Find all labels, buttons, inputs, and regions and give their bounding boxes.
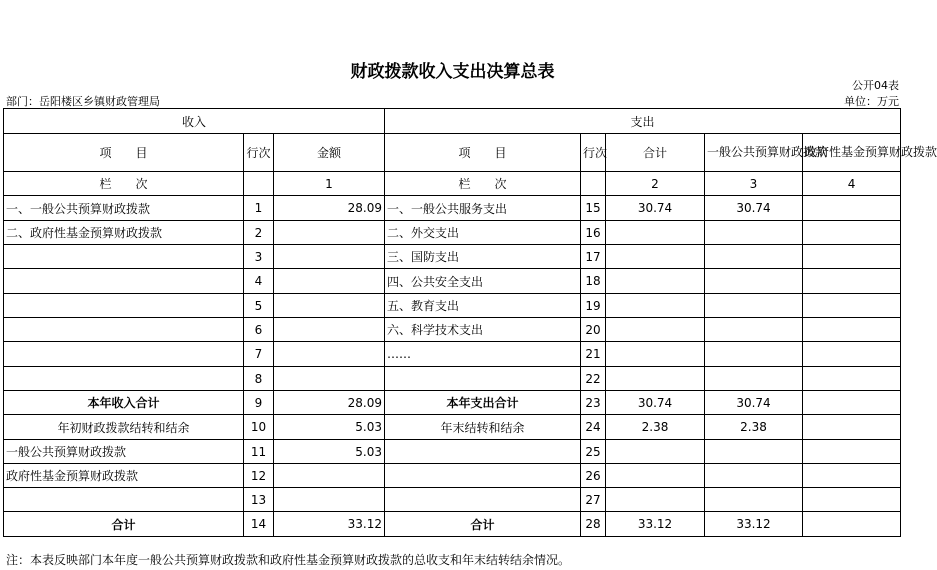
general-budget-amount: [705, 367, 803, 391]
general-budget-header: 一般公共预算财政拨款: [705, 134, 803, 172]
expense-item: 六、科学技术支出: [385, 318, 581, 342]
table-row: [4, 221, 901, 245]
table-row: [4, 415, 901, 440]
column-number-3: 3: [705, 172, 803, 196]
expense-row-number: 26: [581, 464, 606, 488]
income-row-number: 10: [244, 415, 274, 440]
expense-item: [385, 464, 581, 488]
expense-item: 本年支出合计: [385, 391, 581, 415]
income-amount: [274, 464, 385, 488]
income-item: 政府性基金预算财政拨款: [4, 464, 244, 488]
income-row-number: 9: [244, 391, 274, 415]
expense-total: 30.74: [606, 196, 705, 221]
income-item: 合计: [4, 512, 244, 537]
income-item: 二、政府性基金预算财政拨款: [4, 221, 244, 245]
expense-total: [606, 440, 705, 464]
income-item: [4, 488, 244, 512]
income-amount: [274, 269, 385, 294]
income-column-label: 栏 次: [4, 172, 244, 196]
fund-budget-amount: [803, 196, 901, 221]
general-budget-amount: 2.38: [705, 415, 803, 440]
income-item: [4, 269, 244, 294]
general-budget-amount: [705, 342, 803, 367]
income-row-number: 11: [244, 440, 274, 464]
expense-row-number: 17: [581, 245, 606, 269]
fund-budget-amount: [803, 318, 901, 342]
table-row: [4, 196, 901, 221]
expense-total: [606, 221, 705, 245]
expense-item: 一、一般公共服务支出: [385, 196, 581, 221]
form-code: 公开04表: [852, 79, 899, 92]
expense-total: [606, 318, 705, 342]
fund-budget-amount: [803, 245, 901, 269]
expense-total: [606, 367, 705, 391]
unit-label: 单位：万元: [844, 95, 899, 108]
table-row: [4, 342, 901, 367]
fund-budget-amount: [803, 512, 901, 537]
income-amount: [274, 245, 385, 269]
expense-total: [606, 488, 705, 512]
expense-item: [385, 367, 581, 391]
section-header-row: [4, 109, 901, 134]
column-number-1: 1: [274, 172, 385, 196]
expense-item-header: 项 目: [385, 134, 581, 172]
income-item: [4, 245, 244, 269]
table-row: [4, 269, 901, 294]
fund-budget-amount: [803, 391, 901, 415]
general-budget-amount: [705, 488, 803, 512]
income-row-number: 5: [244, 294, 274, 318]
expense-item: [385, 440, 581, 464]
expense-column-label: 栏 次: [385, 172, 581, 196]
expense-section-header: 支出: [385, 109, 901, 134]
income-amount: [274, 294, 385, 318]
expense-item: 五、教育支出: [385, 294, 581, 318]
expense-item: 四、公共安全支出: [385, 269, 581, 294]
expense-row-number: 20: [581, 318, 606, 342]
income-section-header: 收入: [4, 109, 385, 134]
table-row: [4, 245, 901, 269]
income-amount: 33.12: [274, 512, 385, 537]
income-item: 一般公共预算财政拨款: [4, 440, 244, 464]
income-amount-header: 金额: [274, 134, 385, 172]
expense-item: ……: [385, 342, 581, 367]
expense-row-number: 22: [581, 367, 606, 391]
table-body: [4, 196, 901, 537]
expense-row-number: 15: [581, 196, 606, 221]
income-row-number: 12: [244, 464, 274, 488]
blank-cell: [244, 172, 274, 196]
expense-row-number: 27: [581, 488, 606, 512]
income-item-header: 项 目: [4, 134, 244, 172]
column-number-2: 2: [606, 172, 705, 196]
general-budget-amount: 30.74: [705, 391, 803, 415]
income-item: [4, 342, 244, 367]
fund-budget-amount: [803, 294, 901, 318]
expense-row-number: 19: [581, 294, 606, 318]
footnote: 注：本表反映部门本年度一般公共预算财政拨款和政府性基金预算财政拨款的总收支和年末结转结余情况。: [6, 553, 571, 567]
income-item: 一、一般公共预算财政拨款: [4, 196, 244, 221]
page-title: 财政拨款收入支出决算总表: [350, 62, 555, 82]
expense-row-number: 28: [581, 512, 606, 537]
income-item: 年初财政拨款结转和结余: [4, 415, 244, 440]
income-amount: 5.03: [274, 440, 385, 464]
expense-row-number: 21: [581, 342, 606, 367]
income-amount: [274, 221, 385, 245]
expense-total: 33.12: [606, 512, 705, 537]
table-row: [4, 318, 901, 342]
income-amount: 28.09: [274, 391, 385, 415]
general-budget-amount: [705, 245, 803, 269]
fund-budget-amount: [803, 367, 901, 391]
income-row-number: 14: [244, 512, 274, 537]
expense-row-number: 25: [581, 440, 606, 464]
expense-total: [606, 464, 705, 488]
fund-budget-amount: [803, 440, 901, 464]
column-number-4: 4: [803, 172, 901, 196]
expense-total: 2.38: [606, 415, 705, 440]
income-row-number: 6: [244, 318, 274, 342]
general-budget-amount: [705, 221, 803, 245]
income-item: [4, 294, 244, 318]
expense-total: [606, 245, 705, 269]
expense-item: [385, 488, 581, 512]
table-row: [4, 440, 901, 464]
expense-item: 二、外交支出: [385, 221, 581, 245]
table-row: [4, 488, 901, 512]
column-number-row: [4, 172, 901, 196]
income-amount: [274, 342, 385, 367]
expense-item: 年末结转和结余: [385, 415, 581, 440]
general-budget-amount: [705, 318, 803, 342]
income-amount: [274, 488, 385, 512]
general-budget-amount: [705, 440, 803, 464]
expense-row-number: 23: [581, 391, 606, 415]
department-label: 部门：岳阳楼区乡镇财政管理局: [6, 95, 160, 108]
fund-budget-amount: [803, 488, 901, 512]
fund-budget-amount: [803, 221, 901, 245]
expense-total: [606, 294, 705, 318]
income-row-number: 8: [244, 367, 274, 391]
table-row: [4, 464, 901, 488]
fund-budget-header: 政府性基金预算财政拨款: [803, 134, 901, 172]
expense-item: 三、国防支出: [385, 245, 581, 269]
total-header: 合计: [606, 134, 705, 172]
fund-budget-amount: [803, 415, 901, 440]
expense-row-no-header: 行次: [581, 134, 606, 172]
table-row: [4, 512, 901, 537]
general-budget-amount: [705, 464, 803, 488]
income-amount: [274, 318, 385, 342]
expense-total: 30.74: [606, 391, 705, 415]
table-row: [4, 367, 901, 391]
general-budget-amount: [705, 294, 803, 318]
income-amount: [274, 367, 385, 391]
fund-budget-amount: [803, 464, 901, 488]
income-amount: 5.03: [274, 415, 385, 440]
income-row-number: 1: [244, 196, 274, 221]
income-row-number: 2: [244, 221, 274, 245]
expense-row-number: 24: [581, 415, 606, 440]
table-row: [4, 391, 901, 415]
expense-total: [606, 342, 705, 367]
expense-item: 合计: [385, 512, 581, 537]
income-row-number: 4: [244, 269, 274, 294]
expense-total: [606, 269, 705, 294]
fiscal-summary-table: [3, 108, 937, 537]
income-row-number: 13: [244, 488, 274, 512]
fund-budget-amount: [803, 342, 901, 367]
expense-row-number: 18: [581, 269, 606, 294]
expense-row-number: 16: [581, 221, 606, 245]
income-amount: 28.09: [274, 196, 385, 221]
income-item: [4, 367, 244, 391]
income-item: 本年收入合计: [4, 391, 244, 415]
general-budget-amount: [705, 269, 803, 294]
income-row-number: 3: [244, 245, 274, 269]
general-budget-amount: 30.74: [705, 196, 803, 221]
income-item: [4, 318, 244, 342]
general-budget-amount: 33.12: [705, 512, 803, 537]
income-row-number: 7: [244, 342, 274, 367]
income-row-no-header: 行次: [244, 134, 274, 172]
column-header-row: [4, 134, 901, 172]
table-row: [4, 294, 901, 318]
blank-cell: [581, 172, 606, 196]
fund-budget-amount: [803, 269, 901, 294]
